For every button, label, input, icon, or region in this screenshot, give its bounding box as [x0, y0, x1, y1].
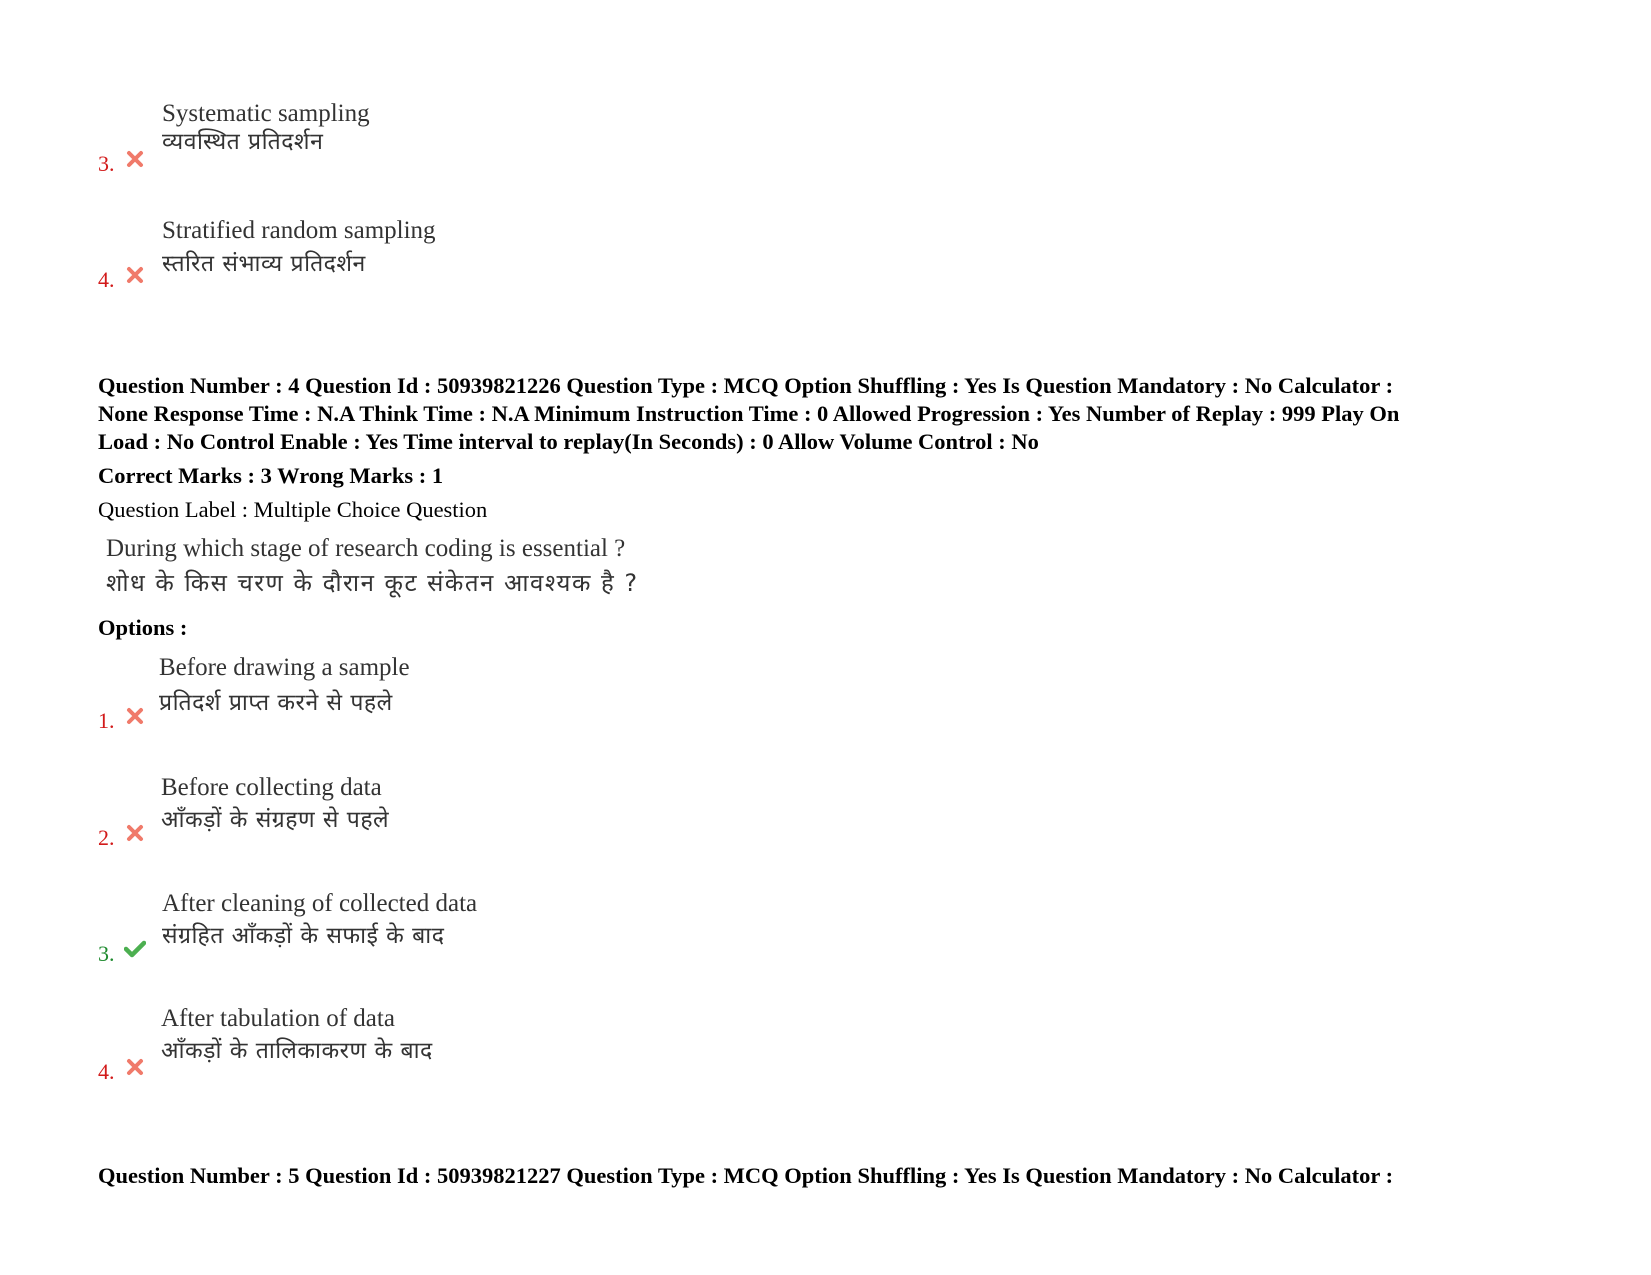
option-number: 2.: [98, 825, 115, 850]
option-text-en: Before drawing a sample: [159, 654, 410, 681]
option-text-hi: आँकड़ों के तालिकाकरण के बाद: [161, 1038, 433, 1064]
option-text-en: Stratified random sampling: [162, 217, 436, 244]
option-number: 4.: [98, 267, 115, 292]
question-meta-line-1: Question Number : 4 Question Id : 50939821226 Question Type : MCQ Option Shuffling : Yes Is Question Mandatory : No Calculator :: [98, 373, 1394, 398]
cross-icon: [126, 707, 144, 725]
option-text-hi: संग्रहित आँकड़ों के सफाई के बाद: [162, 923, 445, 949]
question-meta-line-2: None Response Time : N.A Think Time : N.A Minimum Instruction Time : 0 Allowed Progression : Yes Number of Replay : 999 Play On: [98, 401, 1400, 426]
option-text-hi: आँकड़ों के संग्रहण से पहले: [161, 807, 390, 833]
cross-icon: [126, 150, 144, 168]
question-meta-line-3: Load : No Control Enable : Yes Time interval to replay(In Seconds) : 0 Allow Volume Control : No: [98, 429, 1039, 454]
cross-icon: [126, 266, 144, 284]
question-label: Question Label : Multiple Choice Question: [98, 497, 488, 522]
question-text-en: During which stage of research coding is essential ?: [106, 535, 626, 562]
question-meta-line-1: Question Number : 5 Question Id : 50939821227 Question Type : MCQ Option Shuffling : Yes Is Question Mandatory : No Calculator :: [98, 1163, 1394, 1188]
option-text-hi: व्यवस्थित प्रतिदर्शन: [162, 129, 324, 155]
cross-icon: [126, 1058, 144, 1076]
cross-icon: [126, 824, 144, 842]
option-number: 3.: [98, 941, 115, 966]
option-text-en: After cleaning of collected data: [162, 890, 478, 917]
option-text-en: Before collecting data: [161, 774, 382, 801]
option-number: 4.: [98, 1059, 115, 1084]
option-text-hi: प्रतिदर्श प्राप्त करने से पहले: [159, 690, 393, 716]
question-text-hi: शोध के किस चरण के दौरान कूट संकेतन आवश्यक है ?: [106, 569, 639, 597]
option-number: 1.: [98, 708, 115, 733]
option-text-en: Systematic sampling: [162, 100, 370, 127]
option-number: 3.: [98, 151, 115, 176]
check-icon: [124, 940, 146, 958]
options-heading: Options :: [98, 615, 188, 640]
option-text-en: After tabulation of data: [161, 1005, 395, 1032]
option-text-hi: स्तरित संभाव्य प्रतिदर्शन: [162, 251, 366, 277]
question-marks: Correct Marks : 3 Wrong Marks : 1: [98, 463, 444, 488]
